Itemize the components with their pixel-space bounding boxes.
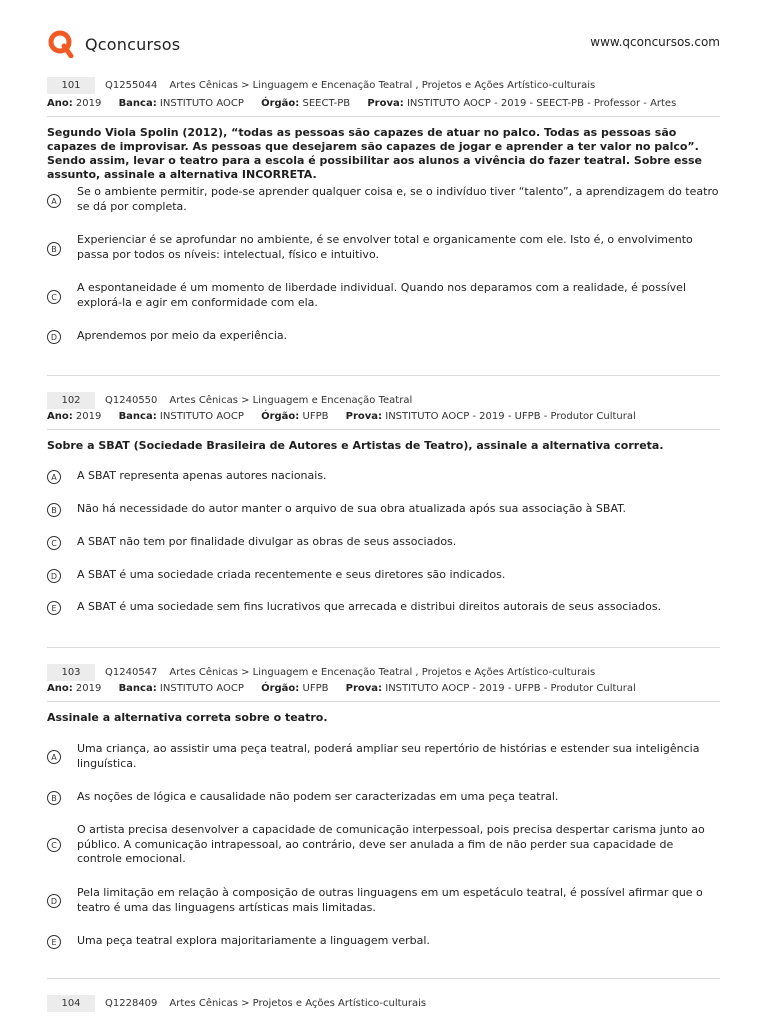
question-header: [47, 663, 595, 681]
question-meta: Ano: 2019 Banca: INSTITUTO AOCP Órgão: UFPB Prova: INSTITUTO AOCP - 2019 - UFPB - Produtor Cultural: [47, 683, 636, 694]
question-separator: [47, 375, 720, 376]
banca: INSTITUTO AOCP: [159, 98, 244, 109]
divider: [47, 116, 720, 117]
option-letter-b[interactable]: B: [47, 503, 61, 517]
question-statement: Assinale a alternativa correta sobre o teatro.: [47, 711, 328, 724]
banca: INSTITUTO AOCP: [159, 683, 244, 694]
prova: INSTITUTO AOCP - 2019 - SEECT-PB - Professor - Artes: [406, 98, 677, 109]
prova: INSTITUTO AOCP - 2019 - UFPB - Produtor Cultural: [385, 683, 636, 694]
question-104: [47, 994, 720, 1016]
option-text: Não há necessidade do autor manter o arquivo de sua obra atualizada após sua associação à SBAT.: [77, 502, 627, 515]
question-102: [47, 391, 720, 651]
option-letter-c[interactable]: C: [47, 536, 61, 550]
question-id[interactable]: Q1240550: [105, 394, 158, 406]
subject-path: Artes Cênicas > Linguagem e Encenação Teatral , Projetos e Ações Artístico-culturais: [169, 666, 596, 678]
option-text: Se o ambiente permitir, pode-se aprender qualquer coisa e, se o indivíduo tiver “talento”, a aprendizagem do teatro se dá por completa.: [77, 185, 719, 213]
question-separator: [47, 978, 720, 979]
option-text: Uma peça teatral explora majoritariamente a linguagem verbal.: [77, 934, 430, 947]
year: 2019: [75, 98, 102, 109]
question-header: [47, 76, 595, 94]
page-header: [47, 30, 720, 60]
banca: INSTITUTO AOCP: [159, 411, 244, 422]
option-letter-e[interactable]: E: [47, 935, 61, 949]
option-letter-a[interactable]: A: [47, 750, 61, 764]
option-letter-a[interactable]: A: [47, 194, 61, 208]
qconcursos-logo-icon: [47, 30, 75, 58]
orgao: UFPB: [302, 683, 329, 694]
prova: INSTITUTO AOCP - 2019 - UFPB - Produtor Cultural: [385, 411, 636, 422]
question-statement: Segundo Viola Spolin (2012), “todas as pessoas são capazes de atuar no palco. Todas as pessoas são capazes de improvisar. As pessoas que desejarem são capazes de jogar e aprender a ter valor no palco”. Sendo assim, levar o teatro para a escola é possibilitar aos alunos a vivência do fazer teatral. Sobre esse assunto, assinale a alternativa INCORRETA.: [47, 126, 702, 181]
option-text: Experienciar é se aprofundar no ambiente, é se envolver total e organicamente com ele. Isto é, o envolvimento passa por todos os níveis: intelectual, físico e intuitivo.: [77, 233, 693, 261]
option-text: A SBAT representa apenas autores nacionais.: [77, 469, 327, 482]
subject-path: Artes Cênicas > Linguagem e Encenação Teatral: [169, 394, 413, 406]
question-header: [47, 994, 426, 1012]
question-101: [47, 76, 720, 376]
logo[interactable]: [47, 30, 180, 58]
option-text: A espontaneidade é um momento de liberdade individual. Quando nos deparamos com a realidade, é possível explorá-la e agir em conformidade com ela.: [77, 281, 687, 309]
subject-path: Artes Cênicas > Projetos e Ações Artístico-culturais: [169, 997, 427, 1009]
option-text: A SBAT é uma sociedade criada recentemente e seus diretores são indicados.: [77, 568, 506, 581]
brand-name: Qconcursos: [85, 34, 181, 54]
question-meta: Ano: 2019 Banca: INSTITUTO AOCP Órgão: UFPB Prova: INSTITUTO AOCP - 2019 - UFPB - Produtor Cultural: [47, 411, 636, 422]
year: 2019: [75, 411, 102, 422]
option-letter-c[interactable]: C: [47, 290, 61, 304]
option-text: Aprendemos por meio da experiência.: [77, 329, 288, 342]
question-id[interactable]: Q1228409: [105, 997, 158, 1009]
orgao: SEECT-PB: [302, 98, 351, 109]
option-letter-d[interactable]: D: [47, 330, 61, 344]
option-letter-b[interactable]: B: [47, 791, 61, 805]
question-header: [47, 391, 412, 409]
option-text: As noções de lógica e causalidade não podem ser caracterizadas em uma peça teatral.: [77, 790, 559, 803]
option-text: Uma criança, ao assistir uma peça teatral, poderá ampliar seu repertório de histórias e estender sua inteligência linguística.: [77, 742, 700, 770]
question-103: [47, 663, 720, 983]
divider: [47, 429, 720, 430]
question-number: 104: [47, 995, 95, 1012]
question-number: 102: [47, 392, 95, 409]
option-letter-a[interactable]: A: [47, 470, 61, 484]
question-statement: Sobre a SBAT (Sociedade Brasileira de Autores e Artistas de Teatro), assinale a alternativa correta.: [47, 439, 664, 452]
divider: [47, 701, 720, 702]
question-id[interactable]: Q1240547: [105, 666, 158, 678]
orgao: UFPB: [302, 411, 329, 422]
question-number: 103: [47, 664, 95, 681]
option-text: O artista precisa desenvolver a capacidade de comunicação interpessoal, pois precisa despertar carisma junto ao público. A comunicação intrapessoal, ao contrário, deve ser anulada a fim de não perder sua capacidade de controle emocional.: [77, 823, 705, 865]
option-letter-e[interactable]: E: [47, 601, 61, 615]
option-letter-d[interactable]: D: [47, 569, 61, 583]
option-text: A SBAT é uma sociedade sem fins lucrativos que arrecada e distribui direitos autorais de seus associados.: [77, 600, 662, 613]
option-text: A SBAT não tem por finalidade divulgar as obras de seus associados.: [77, 535, 457, 548]
option-text: Pela limitação em relação à composição de outras linguagens em um espetáculo teatral, é possível afirmar que o teatro é uma das linguagens artísticas mais limitadas.: [77, 886, 703, 914]
subject-path: Artes Cênicas > Linguagem e Encenação Teatral , Projetos e Ações Artístico-culturais: [169, 79, 596, 91]
option-letter-d[interactable]: D: [47, 894, 61, 908]
question-meta: Ano: 2019 Banca: INSTITUTO AOCP Órgão: SEECT-PB Prova: INSTITUTO AOCP - 2019 - SEECT-PB - Professor - Artes: [47, 98, 677, 109]
question-id[interactable]: Q1255044: [105, 79, 158, 91]
year: 2019: [75, 683, 102, 694]
option-letter-b[interactable]: B: [47, 242, 61, 256]
question-number: 101: [47, 77, 95, 94]
option-letter-c[interactable]: C: [47, 838, 61, 852]
site-url[interactable]: www.qconcursos.com: [590, 35, 720, 49]
question-separator: [47, 647, 720, 648]
